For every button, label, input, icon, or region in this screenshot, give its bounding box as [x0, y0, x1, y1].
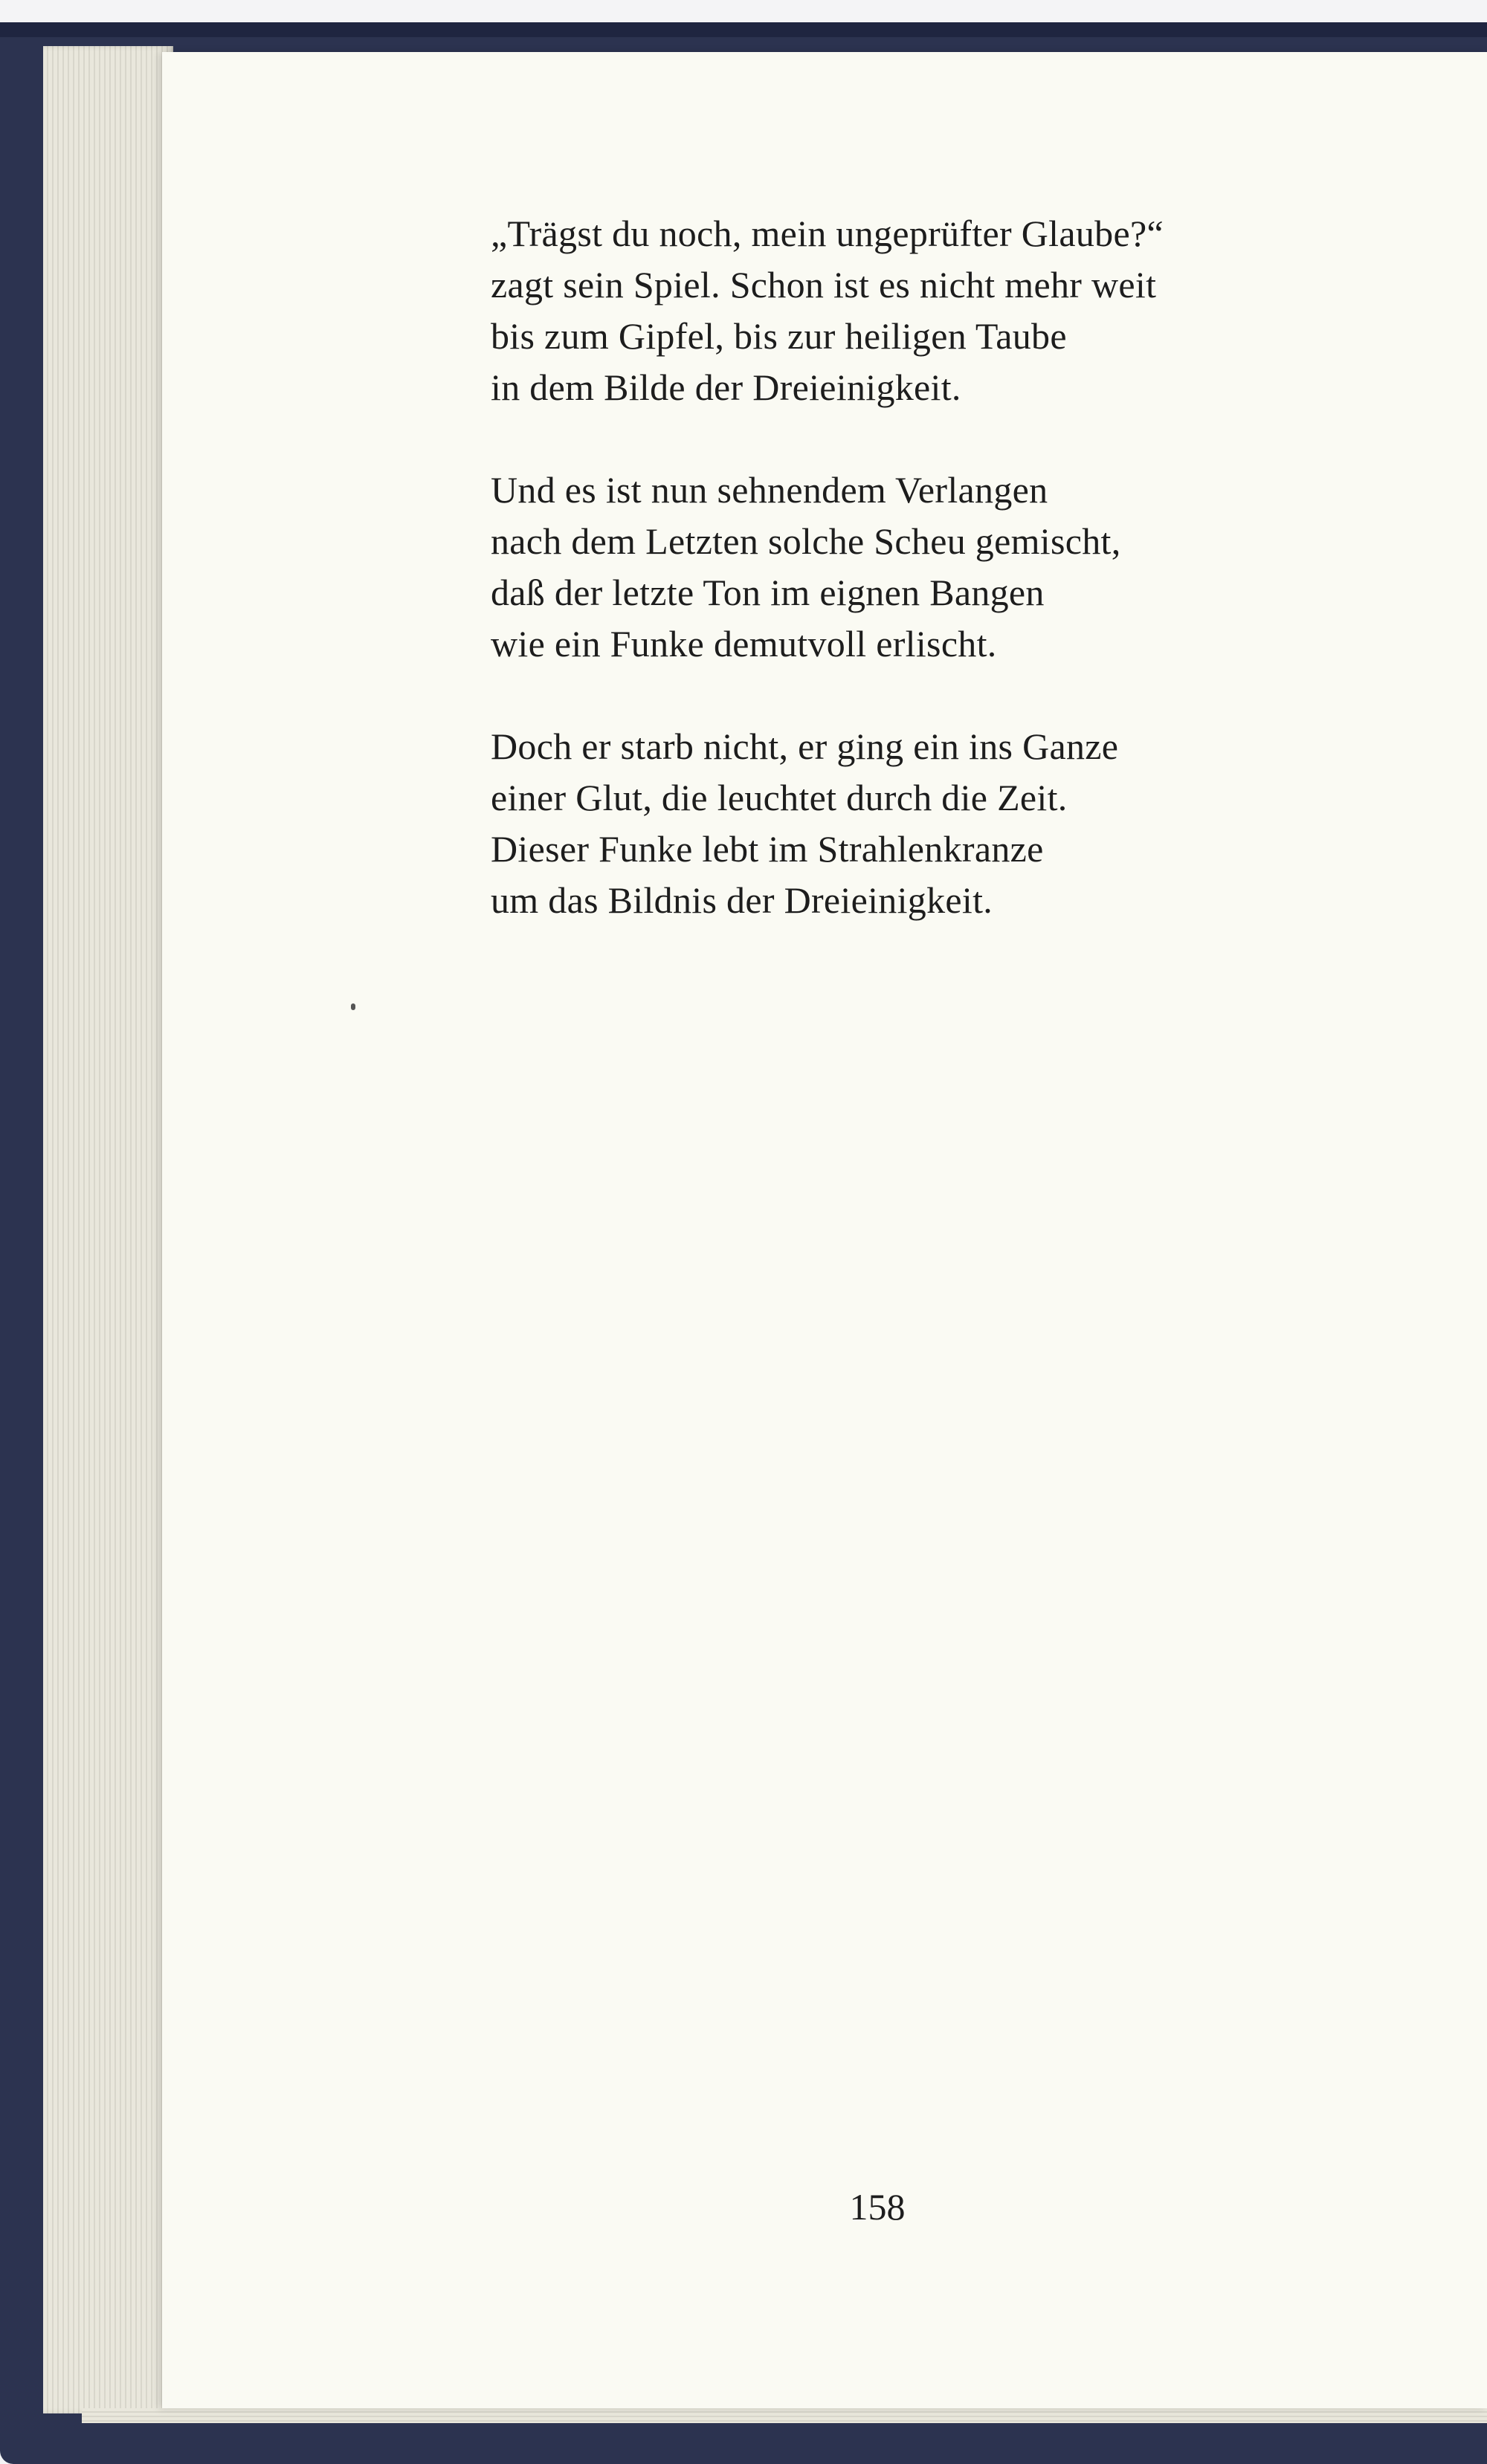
poem-text: [491, 208, 1346, 977]
poem-line: nach dem Letzten solche Scheu gemischt,: [491, 520, 1121, 562]
poem-line: daß der letzte Ton im eignen Bangen: [491, 572, 1045, 613]
book-cover-edge: [0, 22, 1487, 37]
poem-line: wie ein Funke demutvoll erlischt.: [491, 623, 997, 664]
poem-line: Dieser Funke lebt im Strahlenkranze: [491, 828, 1044, 870]
stanza: [491, 208, 1346, 413]
poem-line: um das Bildnis der Dreieinigkeit.: [491, 879, 993, 921]
paper-speck: [351, 1003, 355, 1010]
poem-line: zagt sein Spiel. Schon ist es nicht mehr weit: [491, 264, 1157, 305]
page-edges: [43, 46, 173, 2413]
page-number: 158: [849, 2186, 906, 2228]
poem-line: bis zum Gipfel, bis zur heiligen Taube: [491, 315, 1067, 357]
page-edges-bottom: [82, 2408, 1487, 2423]
poem-line: einer Glut, die leuchtet durch die Zeit.: [491, 777, 1068, 818]
poem-line: in dem Bilde der Dreieinigkeit.: [491, 366, 961, 408]
stanza: [491, 465, 1346, 670]
poem-line: Und es ist nun sehnendem Verlangen: [491, 469, 1048, 511]
poem-line: „Trägst du noch, mein ungeprüfter Glaube?“: [491, 213, 1164, 254]
poem-line: Doch er starb nicht, er ging ein ins Ganze: [491, 725, 1119, 767]
stanza: [491, 721, 1346, 926]
